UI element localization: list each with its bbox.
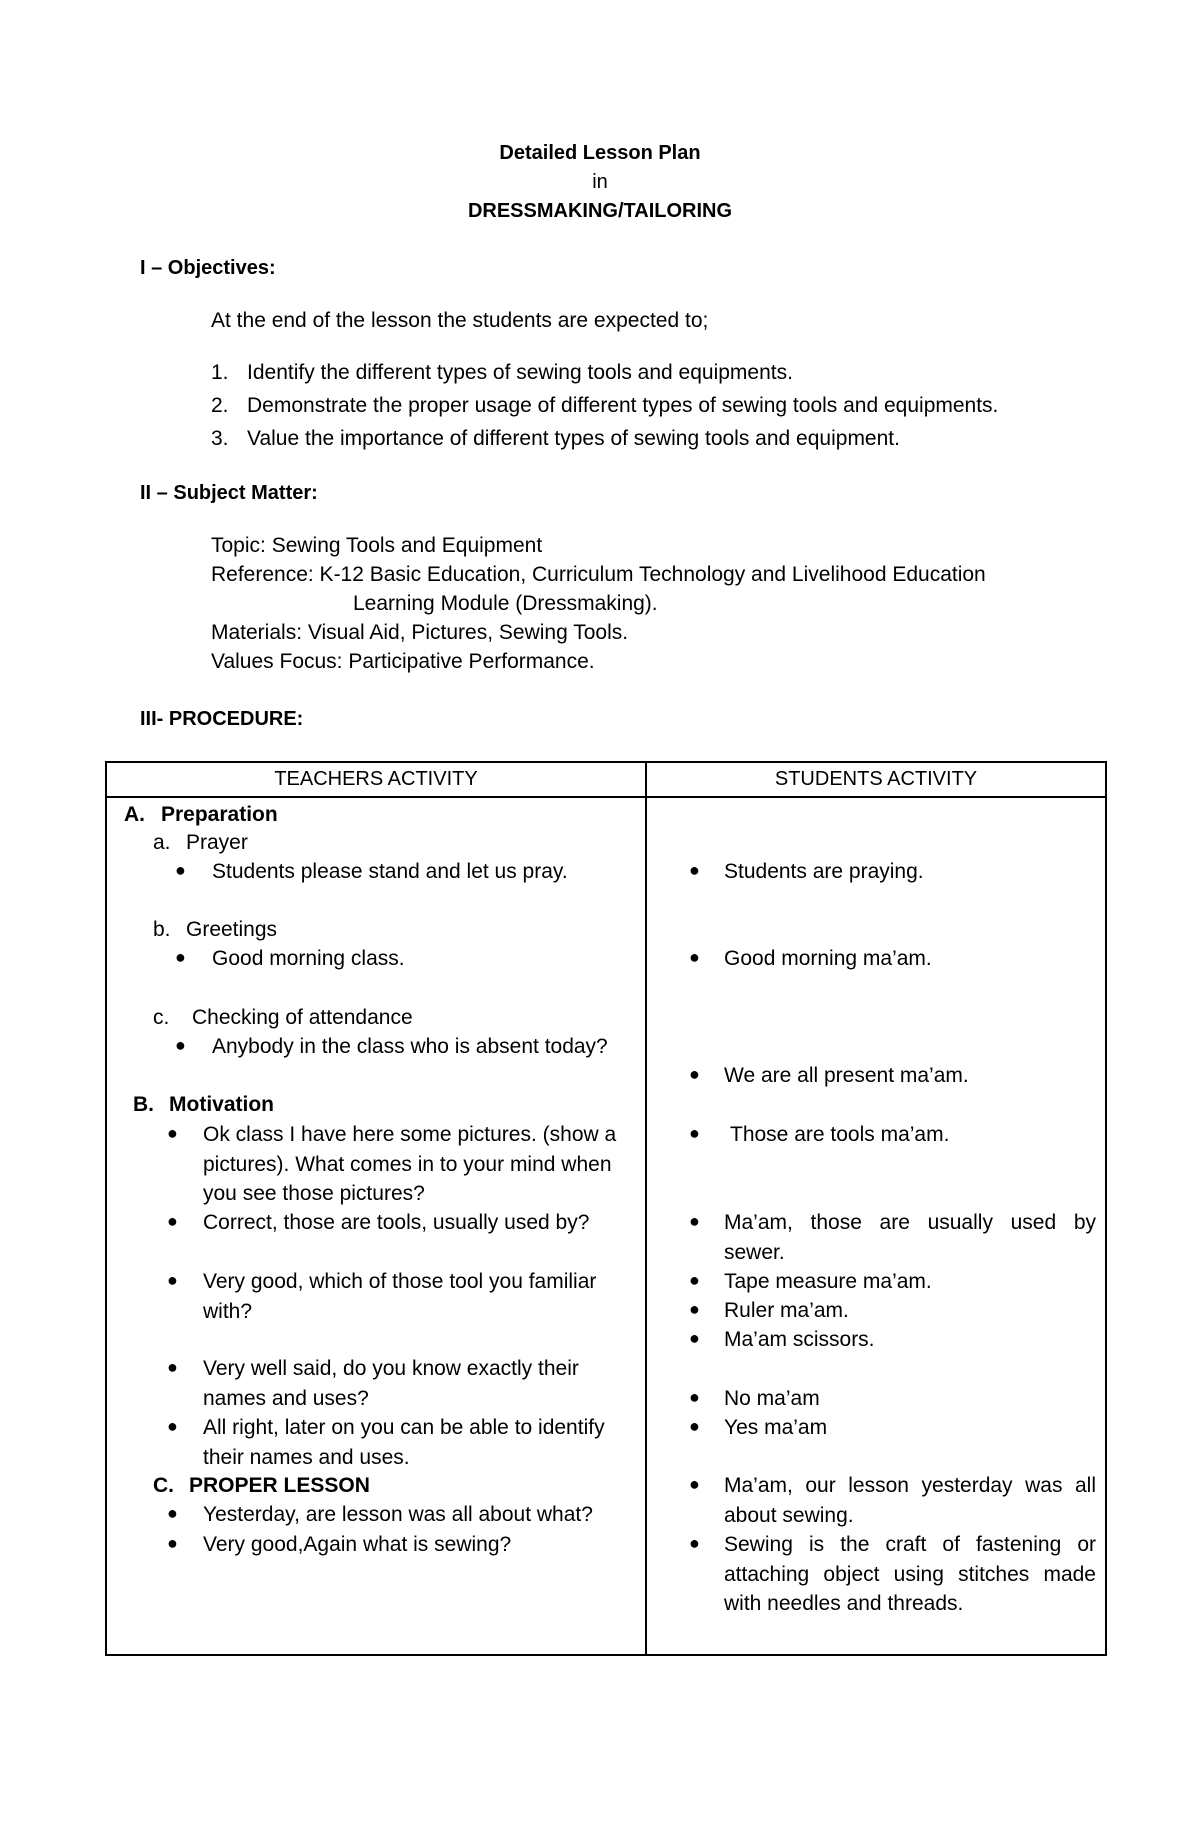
- students-activity-cell: [646, 797, 1106, 1655]
- section-a-label: A.: [124, 803, 145, 826]
- objectives-heading: I – Objectives:: [140, 257, 276, 279]
- objectives-intro: At the end of the lesson the students are expected to;: [211, 309, 709, 332]
- student-response-10: Yes ma’am: [724, 1416, 828, 1439]
- bullet-icon: ●: [689, 1416, 700, 1436]
- table-body-row: [106, 797, 1106, 1655]
- proper-lesson-line-1: Yesterday, are lesson was all about what?: [203, 1503, 593, 1526]
- section-c-label: C.: [153, 1474, 174, 1497]
- attendance-teacher-line: Anybody in the class who is absent today?: [212, 1035, 608, 1058]
- bullet-icon: ●: [689, 947, 700, 967]
- subject-heading: II – Subject Matter:: [140, 482, 318, 504]
- student-response-1: Students are praying.: [724, 860, 924, 883]
- bullet-icon: ●: [689, 1387, 700, 1407]
- title-line-2: in: [592, 171, 608, 193]
- bullet-icon: ●: [689, 1299, 700, 1319]
- bullet-icon: ●: [689, 1270, 700, 1290]
- motivation-line-3: Very good, which of those tool you familiar with?: [203, 1270, 597, 1323]
- prayer-label: a.: [153, 831, 171, 854]
- bullet-icon: ●: [167, 1503, 178, 1523]
- table-header-row: [106, 762, 1106, 797]
- section-c-title: PROPER LESSON: [189, 1474, 370, 1497]
- objective-item-1: [211, 361, 793, 385]
- title-line-3: DRESSMAKING/TAILORING: [467, 200, 733, 222]
- proper-lesson-line-2: Very good,Again what is sewing?: [203, 1533, 512, 1556]
- subject-materials: Materials: Visual Aid, Pictures, Sewing Tools.: [211, 621, 629, 644]
- student-response-12: Sewing is the craft of fastening or attaching object using stitches made with needles and threads.: [724, 1533, 1096, 1615]
- section-b-label: B.: [133, 1093, 154, 1116]
- bullet-icon: ●: [689, 1328, 700, 1348]
- bullet-icon: ●: [689, 860, 700, 880]
- student-response-11: Ma’am, our lesson yesterday was all about sewing.: [724, 1474, 1096, 1527]
- greetings-title: Greetings: [186, 918, 278, 941]
- bullet-icon: ●: [689, 1533, 700, 1553]
- greetings-label: b.: [153, 918, 171, 941]
- bullet-icon: ●: [167, 1533, 178, 1553]
- student-response-3: We are all present ma’am.: [724, 1064, 969, 1087]
- teachers-activity-cell: [106, 797, 646, 1655]
- objective-text: Value the importance of different types of sewing tools and equipment.: [247, 427, 900, 450]
- objective-text: Identify the different types of sewing tools and equipments.: [247, 361, 793, 384]
- bullet-icon: ●: [175, 947, 186, 967]
- objective-text: Demonstrate the proper usage of different types of sewing tools and equipments.: [247, 394, 999, 417]
- bullet-icon: ●: [167, 1357, 178, 1377]
- student-response-5: Ma’am, those are usually used by sewer.: [724, 1211, 1096, 1264]
- teachers-activity-header: TEACHERS ACTIVITY: [106, 762, 646, 797]
- student-response-2: Good morning ma’am.: [724, 947, 932, 970]
- objective-item-2: [211, 394, 998, 418]
- attendance-title: Checking of attendance: [192, 1006, 413, 1029]
- bullet-icon: ●: [167, 1416, 178, 1436]
- prayer-title: Prayer: [186, 831, 248, 854]
- objective-number: 1.: [211, 361, 229, 384]
- student-response-9: No ma’am: [724, 1387, 820, 1410]
- procedure-heading: III- PROCEDURE:: [140, 708, 304, 730]
- subject-topic: Topic: Sewing Tools and Equipment: [211, 534, 543, 557]
- procedure-table: [105, 761, 1107, 1656]
- bullet-icon: ●: [175, 860, 186, 880]
- subject-values: Values Focus: Participative Performance.: [211, 650, 595, 673]
- bullet-icon: ●: [167, 1270, 178, 1290]
- bullet-icon: ●: [175, 1035, 186, 1055]
- attendance-label: c.: [153, 1006, 170, 1029]
- objective-number: 3.: [211, 427, 229, 450]
- title-line-1: Detailed Lesson Plan: [499, 142, 701, 164]
- motivation-line-4: Very well said, do you know exactly their names and uses?: [203, 1357, 579, 1410]
- bullet-icon: ●: [689, 1211, 700, 1231]
- bullet-icon: ●: [689, 1064, 700, 1084]
- bullet-icon: ●: [167, 1211, 178, 1231]
- prayer-teacher-line: Students please stand and let us pray.: [212, 860, 568, 883]
- section-b-title: Motivation: [169, 1093, 274, 1116]
- motivation-line-2: Correct, those are tools, usually used by?: [203, 1211, 590, 1234]
- bullet-icon: ●: [167, 1123, 178, 1143]
- section-a-title: Preparation: [161, 803, 278, 826]
- greetings-teacher-line: Good morning class.: [212, 947, 405, 970]
- bullet-icon: ●: [689, 1123, 700, 1143]
- students-activity-header: STUDENTS ACTIVITY: [646, 762, 1106, 797]
- objective-item-3: [211, 427, 900, 451]
- student-response-6: Tape measure ma’am.: [724, 1270, 932, 1293]
- subject-reference: Reference: K-12 Basic Education, Curriculum Technology and Livelihood Education: [211, 563, 986, 586]
- student-response-7: Ruler ma’am.: [724, 1299, 849, 1322]
- student-response-8: Ma’am scissors.: [724, 1328, 875, 1351]
- student-response-4: Those are tools ma’am.: [730, 1123, 950, 1146]
- motivation-line-5: All right, later on you can be able to identify their names and uses.: [203, 1416, 605, 1469]
- subject-reference-cont: Learning Module (Dressmaking).: [353, 592, 658, 615]
- objective-number: 2.: [211, 394, 229, 417]
- motivation-line-1: Ok class I have here some pictures. (show a pictures). What comes in to your mind when you see those pictures?: [203, 1123, 617, 1205]
- bullet-icon: ●: [689, 1474, 700, 1494]
